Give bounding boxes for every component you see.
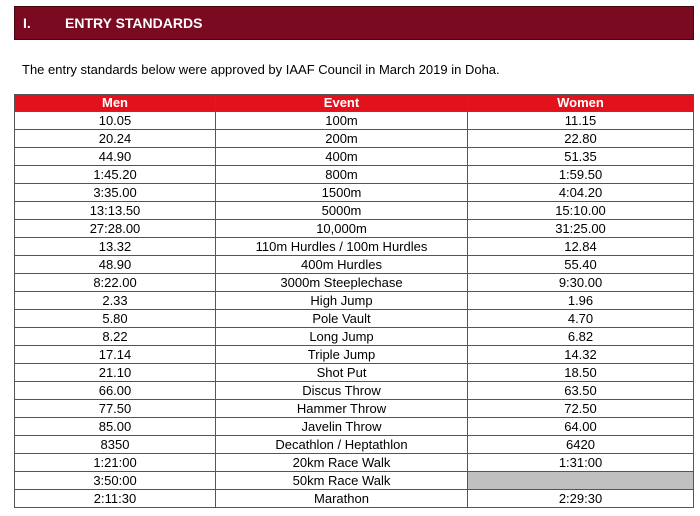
women-standard: 12.84: [468, 238, 694, 256]
women-standard: 63.50: [468, 382, 694, 400]
header-women: Women: [468, 95, 694, 112]
men-standard: 1:21:00: [15, 454, 216, 472]
women-standard: 14.32: [468, 346, 694, 364]
header-men: Men: [15, 95, 216, 112]
women-standard: 51.35: [468, 148, 694, 166]
women-standard: 4:04.20: [468, 184, 694, 202]
table-row: [15, 148, 694, 166]
men-standard: 17.14: [15, 346, 216, 364]
event-name: Decathlon / Heptathlon: [216, 436, 468, 454]
table-row: [15, 400, 694, 418]
women-standard: 1.96: [468, 292, 694, 310]
table-row: [15, 490, 694, 508]
women-standard: 31:25.00: [468, 220, 694, 238]
table-row: [15, 238, 694, 256]
event-name: Discus Throw: [216, 382, 468, 400]
event-name: 5000m: [216, 202, 468, 220]
event-name: Marathon: [216, 490, 468, 508]
men-standard: 48.90: [15, 256, 216, 274]
table-row: [15, 130, 694, 148]
event-name: 800m: [216, 166, 468, 184]
men-standard: 44.90: [15, 148, 216, 166]
women-standard: 18.50: [468, 364, 694, 382]
women-standard: 72.50: [468, 400, 694, 418]
table-row: [15, 184, 694, 202]
men-standard: 10.05: [15, 112, 216, 130]
women-standard: 22.80: [468, 130, 694, 148]
event-name: 1500m: [216, 184, 468, 202]
table-row: [15, 436, 694, 454]
table-row: [15, 112, 694, 130]
event-name: 200m: [216, 130, 468, 148]
event-name: 110m Hurdles / 100m Hurdles: [216, 238, 468, 256]
section-title: ENTRY STANDARDS: [65, 15, 203, 31]
men-standard: 27:28.00: [15, 220, 216, 238]
event-name: 50km Race Walk: [216, 472, 468, 490]
table-row: [15, 166, 694, 184]
men-standard: 5.80: [15, 310, 216, 328]
event-name: 20km Race Walk: [216, 454, 468, 472]
event-name: Hammer Throw: [216, 400, 468, 418]
men-standard: 13.32: [15, 238, 216, 256]
women-standard: 6420: [468, 436, 694, 454]
men-standard: 3:35.00: [15, 184, 216, 202]
table-row: [15, 292, 694, 310]
event-name: Shot Put: [216, 364, 468, 382]
table-row: [15, 472, 694, 490]
event-name: 400m: [216, 148, 468, 166]
table-row: [15, 274, 694, 292]
event-name: Triple Jump: [216, 346, 468, 364]
event-name: Pole Vault: [216, 310, 468, 328]
section-number: I.: [23, 15, 31, 31]
women-standard-empty: [468, 472, 694, 490]
men-standard: 1:45.20: [15, 166, 216, 184]
table-row: [15, 310, 694, 328]
event-name: 10,000m: [216, 220, 468, 238]
men-standard: 77.50: [15, 400, 216, 418]
women-standard: 1:59.50: [468, 166, 694, 184]
women-standard: 6.82: [468, 328, 694, 346]
table-row: [15, 256, 694, 274]
women-standard: 64.00: [468, 418, 694, 436]
women-standard: 15:10.00: [468, 202, 694, 220]
men-standard: 2.33: [15, 292, 216, 310]
men-standard: 21.10: [15, 364, 216, 382]
event-name: 3000m Steeplechase: [216, 274, 468, 292]
men-standard: 20.24: [15, 130, 216, 148]
table-row: [15, 202, 694, 220]
event-name: Long Jump: [216, 328, 468, 346]
women-standard: 9:30.00: [468, 274, 694, 292]
table-row: [15, 346, 694, 364]
table-header-row: [15, 95, 694, 112]
women-standard: 55.40: [468, 256, 694, 274]
men-standard: 8350: [15, 436, 216, 454]
men-standard: 13:13.50: [15, 202, 216, 220]
men-standard: 8:22.00: [15, 274, 216, 292]
men-standard: 85.00: [15, 418, 216, 436]
men-standard: 66.00: [15, 382, 216, 400]
event-name: 100m: [216, 112, 468, 130]
event-name: Javelin Throw: [216, 418, 468, 436]
men-standard: 3:50:00: [15, 472, 216, 490]
women-standard: 4.70: [468, 310, 694, 328]
women-standard: 2:29:30: [468, 490, 694, 508]
event-name: 400m Hurdles: [216, 256, 468, 274]
men-standard: 2:11:30: [15, 490, 216, 508]
section-header: [14, 6, 694, 40]
women-standard: 1:31:00: [468, 454, 694, 472]
intro-text: The entry standards below were approved by IAAF Council in March 2019 in Doha.: [22, 62, 500, 77]
table-row: [15, 328, 694, 346]
table-row: [15, 364, 694, 382]
entry-standards-table: [14, 94, 694, 508]
event-name: High Jump: [216, 292, 468, 310]
women-standard: 11.15: [468, 112, 694, 130]
header-event: Event: [216, 95, 468, 112]
table-row: [15, 454, 694, 472]
men-standard: 8.22: [15, 328, 216, 346]
table-row: [15, 220, 694, 238]
table-row: [15, 382, 694, 400]
table-row: [15, 418, 694, 436]
